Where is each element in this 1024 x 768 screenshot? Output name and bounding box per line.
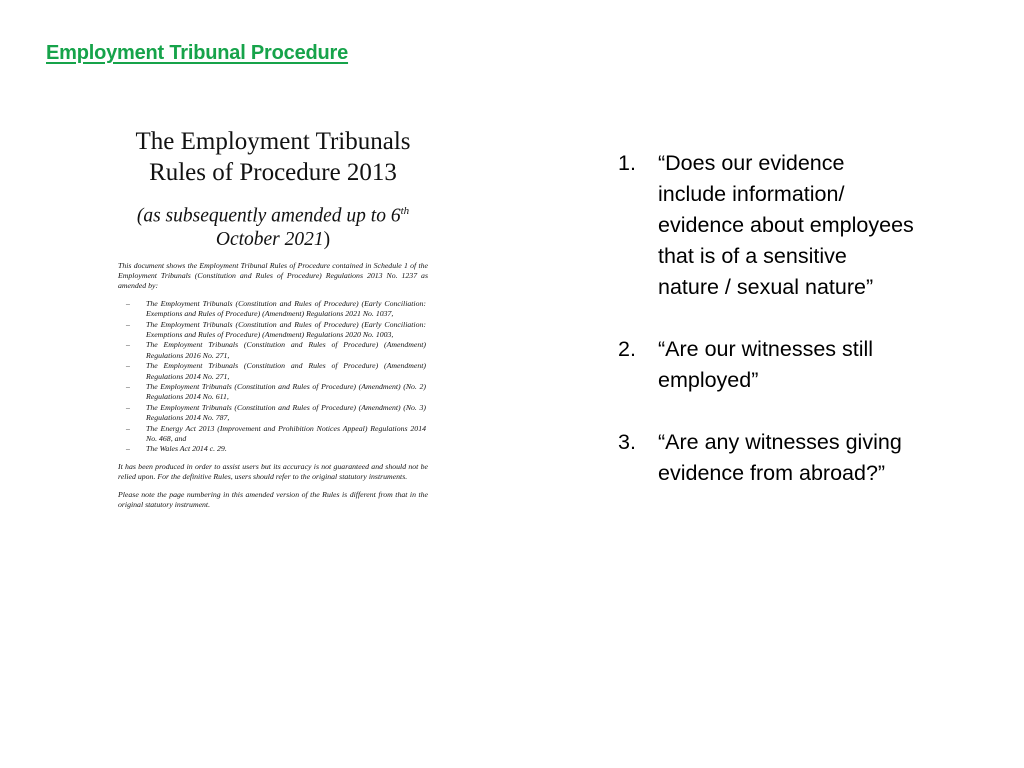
question-line: “Does our evidence bbox=[658, 151, 845, 175]
question-line: that is of a sensitive bbox=[658, 244, 847, 268]
question-item bbox=[618, 427, 958, 489]
question-number: 2. bbox=[618, 337, 636, 361]
document-intro: This document shows the Employment Tribunal Rules of Procedure contained in Schedule 1 of the Employment Tribunals (Constitution and Rules of Procedure) Regulations 2013 No. 1237 as amended by: bbox=[118, 260, 428, 291]
amendment-item: – The Employment Tribunals (Constitution and Rules of Procedure) (Amendment) (No. 3) Regulations 2014 No. 787, bbox=[124, 403, 426, 424]
question-text bbox=[658, 334, 958, 396]
amended-close-paren: ) bbox=[323, 228, 331, 250]
amendment-item: – The Employment Tribunals (Constitution and Rules of Procedure) (Amendment) (No. 2) Regulations 2014 No. 611, bbox=[124, 382, 426, 403]
amended-date: October 2021 bbox=[215, 228, 324, 250]
question-item bbox=[618, 334, 958, 396]
question-line: evidence from abroad?” bbox=[658, 461, 886, 485]
document-cover-image bbox=[112, 126, 434, 581]
question-number: 1. bbox=[618, 151, 636, 175]
question-line: evidence about employees bbox=[658, 213, 914, 237]
document-page-note: Please note the page numbering in this amended version of the Rules is different from that in the original statutory instrument. bbox=[118, 489, 428, 510]
document-amended-note bbox=[112, 200, 434, 251]
question-number: 3. bbox=[618, 430, 636, 454]
amendment-item: – The Energy Act 2013 (Improvement and Prohibition Notices Appeal) Regulations 2014 No. 468, and bbox=[124, 424, 426, 445]
document-title-line: Rules of Procedure 2013 bbox=[149, 159, 397, 186]
amended-superscript: th bbox=[400, 205, 410, 217]
question-line: employed” bbox=[658, 368, 759, 392]
question-line: include information/ bbox=[658, 182, 845, 206]
document-disclaimer: It has been produced in order to assist users but its accuracy is not guaranteed and should not be relied upon. For the definitive Rules, users should refer to the original statutory instruments. bbox=[118, 461, 428, 482]
question-line: nature / sexual nature” bbox=[658, 275, 874, 299]
document-title-line: The Employment Tribunals bbox=[135, 128, 411, 155]
slide-title: Employment Tribunal Procedure bbox=[46, 42, 349, 64]
questions-list bbox=[618, 148, 958, 520]
question-line: “Are any witnesses giving bbox=[658, 430, 902, 454]
amendment-item: – The Employment Tribunals (Constitution and Rules of Procedure) (Early Conciliation: Exemptions and Rules of Procedure) (Amendment) Regulations 2020 No. 1003, bbox=[124, 320, 426, 341]
amendment-item: – The Employment Tribunals (Constitution and Rules of Procedure) (Amendment) Regulations 2016 No. 271, bbox=[124, 340, 426, 361]
document-title bbox=[112, 126, 434, 188]
amended-line-1 bbox=[112, 200, 434, 228]
amendment-item: – The Employment Tribunals (Constitution and Rules of Procedure) (Early Conciliation: Exemptions and Rules of Procedure) (Amendment) Regulations 2021 No. 1037, bbox=[124, 299, 426, 320]
amended-prefix: (as subsequently amended up to 6 bbox=[136, 205, 401, 227]
question-text bbox=[658, 148, 958, 303]
question-item bbox=[618, 148, 958, 303]
amendment-item: – The Wales Act 2014 c. 29. bbox=[124, 444, 426, 454]
amended-line-2 bbox=[112, 228, 434, 251]
amendment-item: – The Employment Tribunals (Constitution and Rules of Procedure) (Amendment) Regulations 2014 No. 271, bbox=[124, 361, 426, 382]
amendments-list bbox=[112, 299, 434, 455]
question-line: “Are our witnesses still bbox=[658, 337, 874, 361]
question-text bbox=[658, 427, 958, 489]
